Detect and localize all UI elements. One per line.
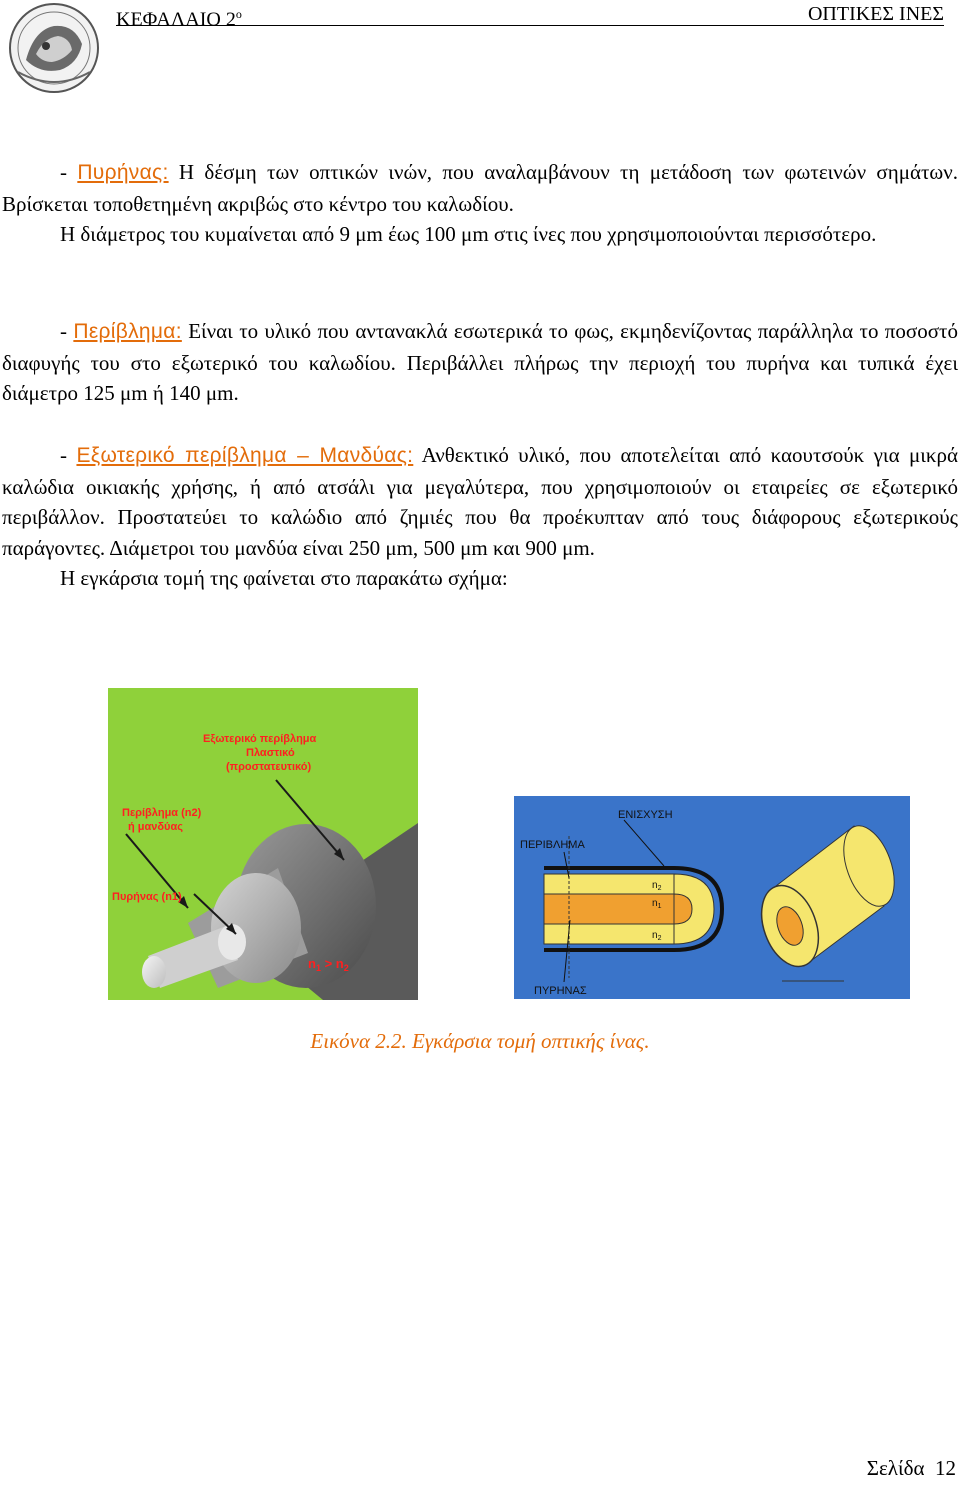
label-n1: $n_1$	[652, 898, 662, 910]
term-core: Πυρήνας:	[77, 161, 169, 184]
chapter-heading: ΚΕΦΑΛΑΙΟ $2^o$	[116, 7, 242, 31]
fiber-3d-figure	[108, 688, 418, 1000]
label-outer-2: Πλαστικό	[246, 747, 295, 759]
page-label: Σελίδα	[866, 1456, 925, 1480]
label-cladding-2: ή μανδύας	[128, 821, 183, 833]
page-footer	[867, 1456, 956, 1481]
fiber-section-figure	[514, 796, 910, 999]
label-reinforcement: ΕΝΙΣΧΥΣΗ	[618, 809, 673, 821]
label-cladding-1: Περίβλημα (n2)	[122, 807, 202, 819]
label-n2-bottom: $n_2$	[652, 930, 662, 942]
figure-caption: Εικόνα 2.2. Εγκάρσια τομή οπτικής ίνας.	[310, 1029, 650, 1053]
label-outer-1: Εξωτερικό περίβλημα	[203, 733, 317, 745]
topic-heading: ΟΠΤΙΚΕΣ ΙΝΕΣ	[807, 3, 944, 25]
label-n-relation: $n_1 > n_2$	[308, 956, 349, 973]
header-rule	[116, 25, 944, 26]
label-n2-top: $n_2$	[652, 880, 662, 892]
label-core: Πυρήνας (n1)	[112, 891, 182, 903]
label-core: ΠΥΡΗΝΑΣ	[534, 985, 587, 997]
page-number: 12	[935, 1456, 956, 1480]
term-cladding: Περίβλημα:	[73, 320, 182, 343]
paragraph-jacket: - Εξωτερικό περίβλημα – Μανδύας: Ανθεκτικό υλικό, που αποτελείται από καουτσούκ για μικρά καλώδια οικιακής χρήσης, ή από ατσάλι για μεγαλύτερα, που χρησιμοποιούν οι εταιρείες σε εξωτερικό περιβάλλον. Προστατεύει το καλώδιο από ζημιές που θα προέκυπταν από τους διάφορους εξωτερικούς παράγοντες. Διάμετροι του μανδύα είναι 250 μm, 500 μm και 900 μm. Η εγκάρσια τομή της φαίνεται στο παρακάτω σχήμα:	[2, 443, 958, 591]
university-seal-logo	[0, 0, 108, 96]
label-cladding: ΠΕΡΙΒΛΗΜΑ	[520, 839, 585, 851]
page-header	[0, 0, 960, 100]
core-shape	[142, 956, 166, 988]
paragraph-core: - Πυρήνας: Η δέσμη των οπτικών ινών, που αναλαμβάνουν τη μετάδοση των φωτεινών σημάτων. Βρίσκεται τοποθετημένη ακριβώς στο κέντρο του καλωδίου. Η διάμετρος του κυμαίνεται από 9 μm έως 100 μm στις ίνες που χρησιμοποιούνται περισσότερο.	[2, 160, 958, 247]
label-outer-3: (προστατευτικό)	[226, 761, 312, 773]
paragraph-cladding: - Περίβλημα: Είναι το υλικό που αντανακλά εσωτερικά το φως, εκμηδενίζοντας παράλληλα το ποσοστό διαφυγής του στο εξωτερικό του καλωδίου. Περιβάλλει πλήρως την περιοχή του πυρήνα και τυπικά έχει διάμετρο 125 μm ή 140 μm.	[2, 319, 958, 406]
term-jacket: Εξωτερικό περίβλημα – Μανδύας:	[76, 444, 414, 467]
